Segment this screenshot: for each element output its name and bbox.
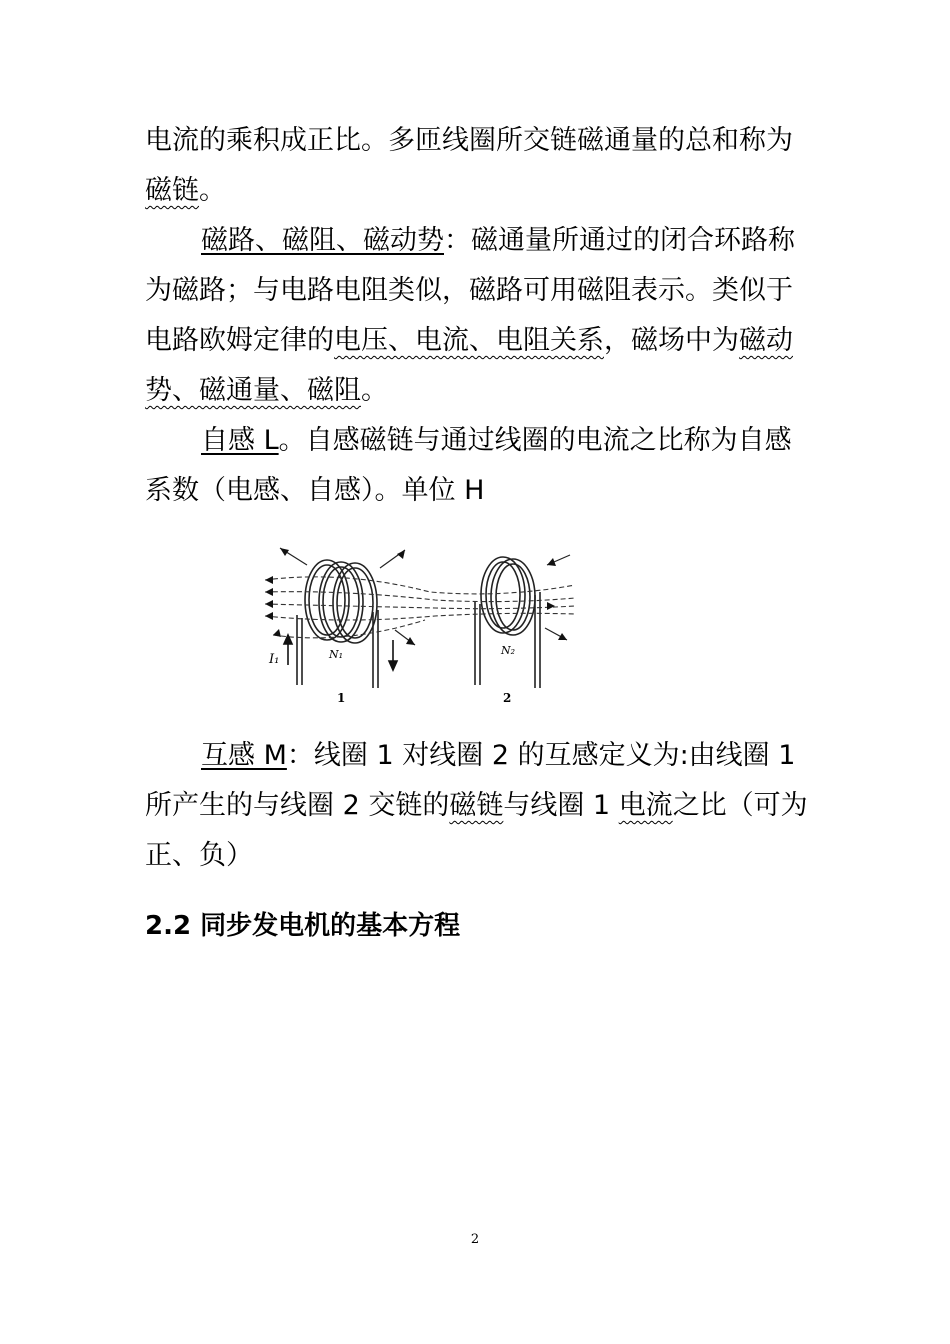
underlined-term: 自感 L bbox=[201, 425, 279, 456]
wavy-underlined-term: 磁动势、磁通量、磁阻 bbox=[145, 325, 793, 406]
coil2-turns-label: N₂ bbox=[501, 644, 516, 657]
paragraph-self-inductance bbox=[145, 416, 810, 516]
flux-line-2 bbox=[265, 592, 575, 602]
text-run: 之比（可为正、负） bbox=[145, 790, 808, 871]
underlined-term: 互感 M bbox=[201, 740, 287, 771]
coil2-number: 2 bbox=[503, 691, 512, 705]
text-run: 。 bbox=[361, 375, 388, 406]
flux-arrowhead bbox=[547, 602, 555, 610]
coil-diagram bbox=[255, 540, 585, 710]
flux-arrowhead bbox=[265, 576, 273, 584]
coil1-turn-3 bbox=[333, 563, 377, 643]
wavy-underlined-term: 磁链 bbox=[449, 790, 504, 821]
coil2-turn-1 bbox=[481, 557, 525, 633]
text-run: 电流的乘积成正比。多匝线圈所交链磁通量的总和称为 bbox=[145, 125, 793, 156]
coil1-turns-label: N₁ bbox=[329, 648, 344, 661]
coil1-number: 1 bbox=[337, 691, 346, 705]
wavy-underlined-term: 磁链 bbox=[145, 175, 199, 206]
flux-arrowhead bbox=[397, 550, 405, 559]
wavy-underlined-term: 电压、电流、电阻关系 bbox=[334, 325, 604, 356]
paragraph-mutual-inductance bbox=[145, 731, 810, 881]
current-label: I₁ bbox=[269, 652, 280, 667]
text-run: 与线圈 1 bbox=[503, 790, 619, 821]
flux-arrowhead bbox=[265, 612, 273, 620]
flux-arrowhead bbox=[265, 600, 273, 608]
flux-arrowhead bbox=[280, 548, 289, 556]
paragraph-flux-linkage bbox=[145, 116, 810, 216]
wavy-underlined-term: 电流 bbox=[618, 790, 673, 821]
page-number: 2 bbox=[470, 1232, 480, 1247]
text-run: 。自感磁链与通过线圈的电流之比称为自感系数（电感、自感）。单位 H bbox=[145, 425, 792, 506]
coil-inductance-figure bbox=[255, 540, 585, 710]
flux-arrowhead bbox=[273, 629, 281, 637]
coil2-turn-2 bbox=[491, 559, 535, 635]
text-run: ：磁通量所通过的闭合环路称为磁路；与电路电阻类似，磁路可用磁阻表示。类似于电路欧姆定律的 bbox=[145, 225, 795, 356]
section-heading: 2.2 同步发电机的基本方程 bbox=[145, 911, 461, 941]
text-run: ，磁场中为 bbox=[604, 325, 739, 356]
text-run: ：线圈 1 对线圈 2 的互感定义为:由线圈 1 所产生的与线圈 2 交链的 bbox=[145, 740, 796, 821]
flux-arrowhead bbox=[265, 588, 273, 596]
flux-arrowhead bbox=[406, 637, 415, 645]
text-run: 。 bbox=[199, 175, 226, 206]
underlined-term: 磁路、磁阻、磁动势 bbox=[201, 225, 444, 256]
current-arrowhead-down bbox=[389, 661, 397, 670]
paragraph-magnetic-circuit bbox=[145, 216, 810, 416]
